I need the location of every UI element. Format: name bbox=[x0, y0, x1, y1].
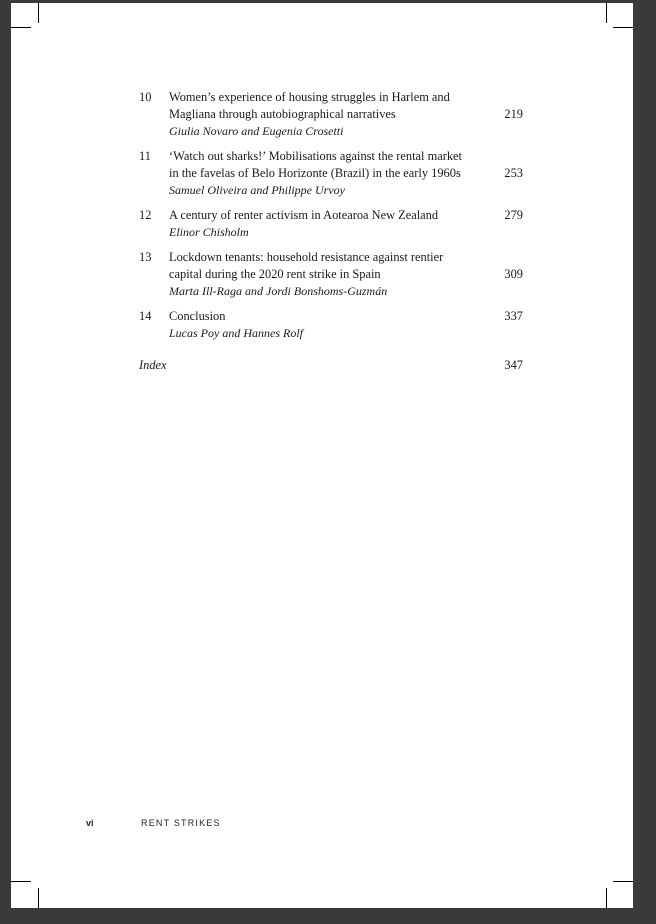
chapter-title-line: Conclusion bbox=[169, 309, 226, 323]
chapter-authors: Samuel Oliveira and Philippe Urvoy bbox=[169, 183, 345, 197]
chapter-page-number: 279 bbox=[504, 208, 523, 222]
running-title: RENT STRIKES bbox=[141, 818, 221, 828]
chapter-number: 13 bbox=[139, 250, 152, 264]
crop-mark-top-left-h bbox=[11, 27, 31, 28]
chapter-number: 12 bbox=[139, 208, 152, 222]
chapter-authors: Elinor Chisholm bbox=[169, 225, 249, 239]
table-of-contents bbox=[139, 89, 523, 374]
chapter-page-number: 337 bbox=[504, 309, 523, 323]
toc-entry-index bbox=[139, 357, 523, 374]
crop-mark-bottom-right-v bbox=[606, 888, 607, 908]
chapter-title-line: A century of renter activism in Aotearoa New Zealand bbox=[169, 208, 439, 222]
chapter-number: 10 bbox=[139, 90, 152, 104]
crop-mark-bottom-left-v bbox=[38, 888, 39, 908]
book-page bbox=[11, 3, 633, 908]
chapter-number: 11 bbox=[139, 149, 151, 163]
crop-mark-top-right-v bbox=[606, 3, 607, 23]
toc-entry-10 bbox=[139, 89, 523, 140]
toc-entry-12 bbox=[139, 207, 523, 241]
crop-mark-top-left-v bbox=[38, 3, 39, 23]
crop-mark-top-right-h bbox=[613, 27, 633, 28]
toc-entry-13 bbox=[139, 249, 523, 300]
folio: vi bbox=[86, 818, 94, 828]
chapter-page-number: 309 bbox=[504, 267, 523, 281]
chapter-authors: Marta Ill-Raga and Jordi Bonshoms-Guzmán bbox=[169, 284, 388, 298]
index-label: Index bbox=[139, 358, 167, 372]
chapter-title-line: in the favelas of Belo Horizonte (Brazil) in the early 1960s bbox=[169, 166, 461, 180]
crop-mark-bottom-left-h bbox=[11, 881, 31, 882]
index-page-number: 347 bbox=[504, 358, 523, 372]
chapter-authors: Giulia Novaro and Eugenia Crosetti bbox=[169, 124, 344, 138]
chapter-number: 14 bbox=[139, 309, 152, 323]
chapter-title-line: Women’s experience of housing struggles in Harlem and bbox=[169, 90, 450, 104]
chapter-title-line: ‘Watch out sharks!’ Mobilisations against the rental market bbox=[169, 149, 462, 163]
toc-entry-14 bbox=[139, 308, 523, 342]
chapter-page-number: 219 bbox=[504, 107, 523, 121]
chapter-authors: Lucas Poy and Hannes Rolf bbox=[169, 326, 303, 340]
chapter-title-line: Magliana through autobiographical narratives bbox=[169, 107, 396, 121]
chapter-page-number: 253 bbox=[504, 166, 523, 180]
chapter-title-line: Lockdown tenants: household resistance against rentier bbox=[169, 250, 444, 264]
chapter-title-line: capital during the 2020 rent strike in Spain bbox=[169, 267, 381, 281]
toc-entry-11 bbox=[139, 148, 523, 199]
crop-mark-bottom-right-h bbox=[613, 881, 633, 882]
